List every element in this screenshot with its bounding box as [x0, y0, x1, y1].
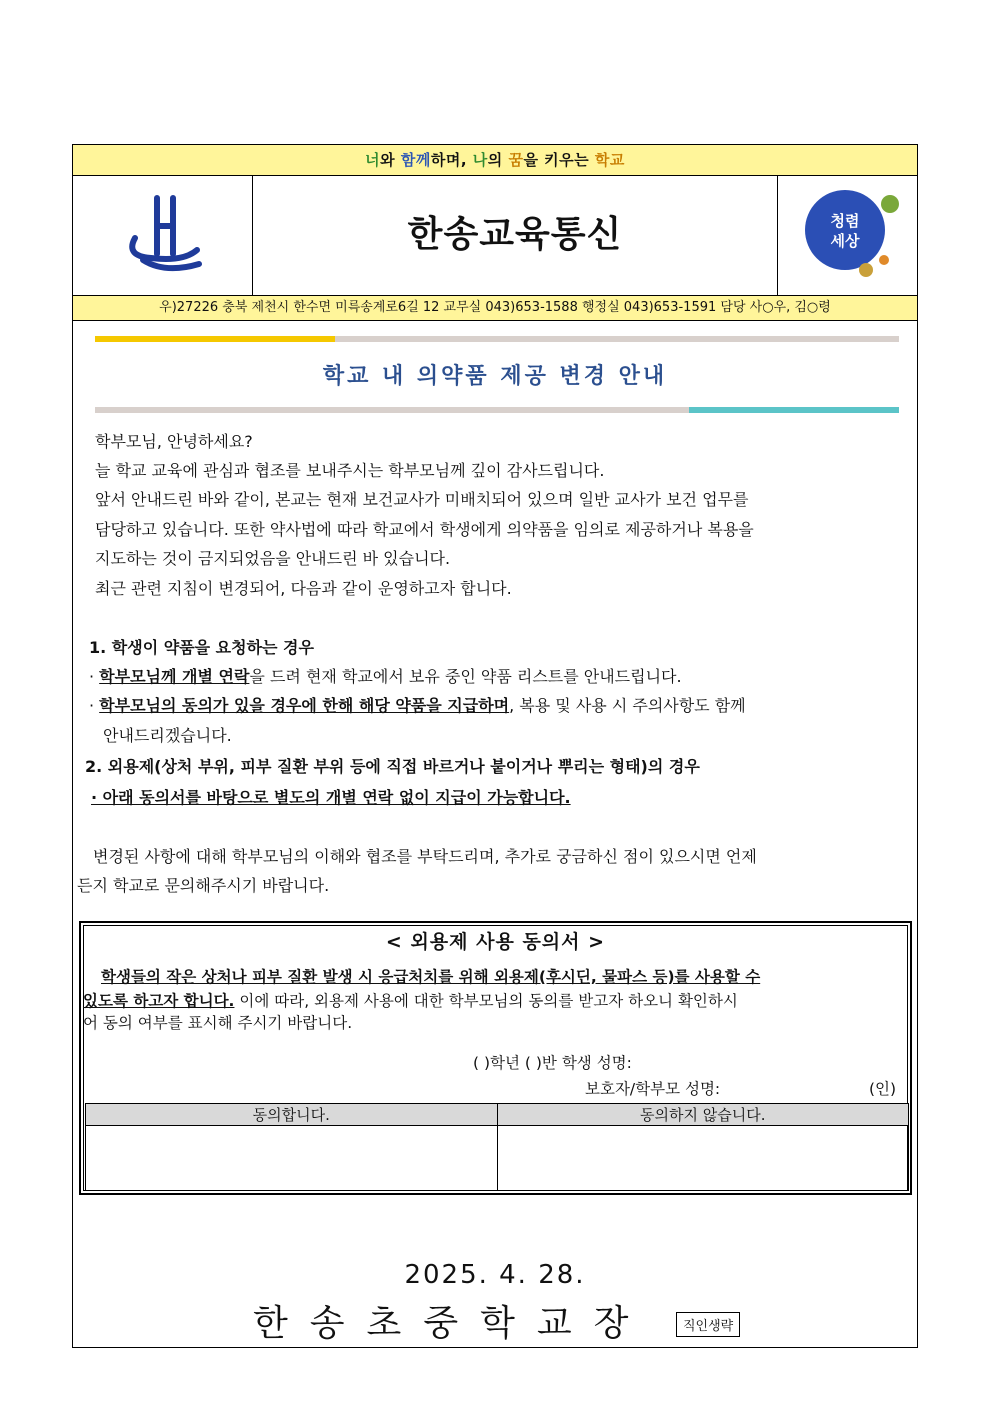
- principal-signature: 한송초중학교장: [253, 1303, 651, 1344]
- slogan-part: 와: [380, 151, 401, 169]
- intro-line: 앞서 안내드린 바와 같이, 본교는 현재 보건교사가 미배치되어 있으며 일반 교사가 보건 업무를: [95, 490, 749, 509]
- slogan-part: 꿈: [508, 151, 524, 169]
- newsletter-frame: [72, 144, 918, 1348]
- svg-text:청렴: 청렴: [830, 212, 860, 230]
- section1-item-continued: 안내드리겠습니다.: [103, 726, 232, 745]
- slogan-part: 하며,: [430, 151, 473, 169]
- seal-omitted-badge: 직인생략: [676, 1312, 740, 1337]
- closing-line: 변경된 사항에 대해 학부모님의 이해와 협조를 부탁드리며, 추가로 궁금하신 점이 있으시면 언제: [93, 847, 757, 866]
- contact-address-bar: 우)27226 충북 제천시 한수면 미륵송계로6길 12 교무실 043)653-1588 행정실 043)653-1591 담당 사○우, 김○령: [73, 296, 917, 321]
- integrity-logo-cell: [777, 176, 917, 295]
- section1-item-emphasis: 학부모님께 개별 연락: [99, 667, 250, 686]
- integrity-world-logo-icon: [778, 176, 916, 294]
- school-emblem-icon: [73, 176, 253, 294]
- notice-title: 학교 내 의약품 제공 변경 안내: [322, 364, 668, 389]
- slogan-part: 학교: [594, 151, 625, 169]
- issue-date: 2025. 4. 28.: [404, 1260, 586, 1290]
- disagree-checkbox-cell[interactable]: [497, 1126, 909, 1191]
- newsletter-header: [73, 176, 917, 296]
- section1-item-text: 을 드려 현재 학교에서 보유 중인 약품 리스트를 안내드립니다.: [249, 667, 682, 686]
- section2-heading: 2. 외용제(상처 부위, 피부 질환 부위 등에 직접 바르거나 붙이거나 뿌리는 형태)의 경우: [85, 757, 700, 776]
- consent-text-line: 어 동의 여부를 표시해 주시기 바랍니다.: [83, 1014, 353, 1032]
- disagree-option-label: 동의하지 않습니다.: [497, 1104, 909, 1126]
- slogan-part: 의: [487, 151, 509, 169]
- svg-text:세상: 세상: [830, 232, 860, 250]
- slogan-part: 을 키우는: [523, 151, 595, 169]
- section1-item: · 학부모님의 동의가 있을 경우에 한해 해당 약품을 지급하며, 복용 및 사용 시 주의사항도 함께: [89, 696, 746, 715]
- divider-bar: [335, 336, 899, 342]
- intro-line: 지도하는 것이 금지되었음을 안내드린 바 있습니다.: [95, 549, 451, 568]
- newsletter-title: 한송교육통신: [407, 214, 623, 255]
- slogan-part: 함께: [400, 151, 431, 169]
- slogan-banner: [73, 145, 917, 176]
- consent-text-emphasis: 있도록 하고자 합니다.: [83, 992, 235, 1010]
- intro-line: 최근 관련 지침이 변경되어, 다음과 같이 운영하고자 합니다.: [95, 579, 512, 598]
- parent-name-field[interactable]: 보호자/학부모 성명:: [585, 1080, 721, 1098]
- student-name-field[interactable]: ( )학년 ( )반 학생 성명:: [473, 1054, 632, 1072]
- seal-mark: (인): [869, 1080, 897, 1098]
- section1-item-emphasis: 학부모님의 동의가 있을 경우에 한해 해당 약품을 지급하며: [99, 696, 510, 715]
- consent-form: [79, 921, 912, 1195]
- agree-checkbox-cell[interactable]: [86, 1126, 498, 1191]
- divider-bar: [95, 407, 689, 413]
- consent-text-line: 학생들의 작은 상처나 피부 질환 발생 시 응급처치를 위해 외용제(후시딘, 물파스 등)를 사용할 수: [101, 968, 761, 986]
- school-logo-cell: [73, 176, 253, 295]
- consent-title: < 외용제 사용 동의서 >: [385, 931, 606, 953]
- intro-line: 늘 학교 교육에 관심과 협조를 보내주시는 학부모님께 깊이 감사드립니다.: [95, 461, 605, 480]
- consent-text: 이에 따라, 외용제 사용에 대한 학부모님의 동의를 받고자 하오니 확인하시: [234, 992, 738, 1010]
- slogan-part: 나: [472, 151, 488, 169]
- closing-line: 든지 학교로 문의해주시기 바랍니다.: [77, 876, 330, 895]
- agree-option-label: 동의합니다.: [86, 1104, 498, 1126]
- section1-heading: 1. 학생이 약품을 요청하는 경우: [89, 638, 314, 657]
- divider-bar: [95, 336, 335, 342]
- intro-line: 담당하고 있습니다. 또한 약사법에 따라 학교에서 학생에게 의약품을 임의로 제공하거나 복용을: [95, 520, 754, 539]
- intro-line: 학부모님, 안녕하세요?: [95, 432, 253, 451]
- section1-item: · 학부모님께 개별 연락을 드려 현재 학교에서 보유 중인 약품 리스트를 안내드립니다.: [89, 667, 682, 686]
- section1-item-text: , 복용 및 사용 시 주의사항도 함께: [509, 696, 746, 715]
- section2-item: · 아래 동의서를 바탕으로 별도의 개별 연락 없이 지급이 가능합니다.: [91, 788, 571, 807]
- slogan-part: 너: [365, 151, 381, 169]
- divider-bar: [689, 407, 899, 413]
- consent-text-line: [83, 989, 738, 1011]
- consent-options-table: [85, 1103, 909, 1191]
